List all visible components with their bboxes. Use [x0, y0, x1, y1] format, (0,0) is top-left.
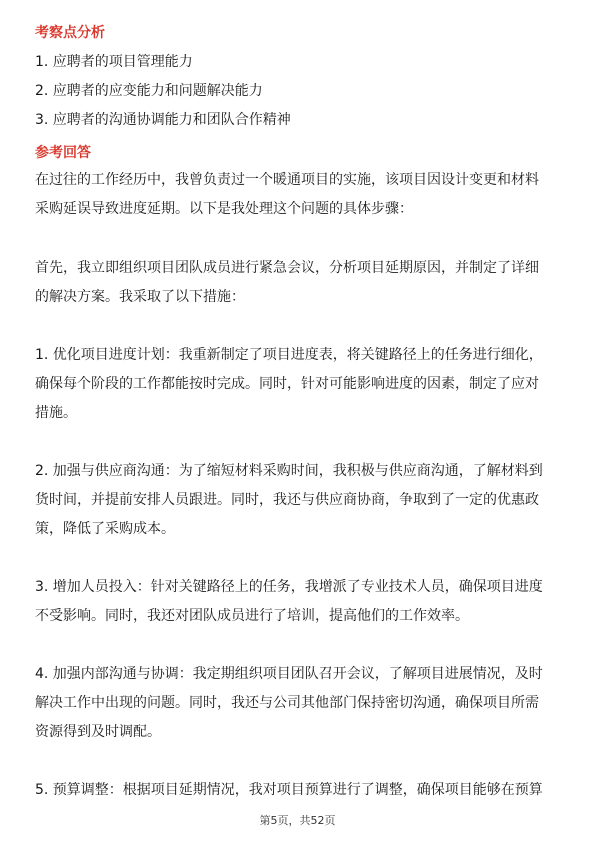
- analysis-heading: 考察点分析: [35, 25, 105, 41]
- analysis-item: 1. 应聘者的项目管理能力: [35, 54, 193, 70]
- answer-line: 策，降低了采购成本。: [35, 521, 175, 537]
- analysis-item: 3. 应聘者的沟通协调能力和团队合作精神: [35, 112, 291, 128]
- answer-line: 解决工作中出现的问题。同时，我还与公司其他部门保持密切沟通，确保项目所需: [35, 695, 539, 711]
- answer-line: 在过往的工作经历中，我曾负责过一个暖通项目的实施，该项目因设计变更和材料: [35, 172, 539, 188]
- answer-line: 首先，我立即组织项目团队成员进行紧急会议，分析项目延期原因，并制定了详细: [35, 260, 539, 276]
- reference-answer-heading: 参考回答: [35, 145, 91, 161]
- answer-line: 5. 预算调整：根据项目延期情况，我对项目预算进行了调整，确保项目能够在预算: [35, 782, 543, 798]
- analysis-item: 2. 应聘者的应变能力和问题解决能力: [35, 83, 263, 99]
- answer-line: 采购延误导致进度延期。以下是我处理这个问题的具体步骤：: [35, 201, 413, 217]
- page-number: 第5页，共52页: [259, 814, 336, 827]
- answer-line: 不受影响。同时，我还对团队成员进行了培训，提高他们的工作效率。: [35, 608, 469, 624]
- answer-line: 措施。: [35, 405, 77, 421]
- answer-line: 1. 优化项目进度计划：我重新制定了项目进度表，将关键路径上的任务进行细化，: [35, 347, 543, 363]
- answer-line: 4. 加强内部沟通与协调：我定期组织项目团队召开会议，了解项目进展情况，及时: [35, 666, 543, 682]
- answer-line: 确保每个阶段的工作都能按时完成。同时，针对可能影响进度的因素，制定了应对: [35, 376, 539, 392]
- answer-line: 资源得到及时调配。: [35, 724, 161, 740]
- answer-line: 3. 增加人员投入：针对关键路径上的任务，我增派了专业技术人员，确保项目进度: [35, 579, 543, 595]
- answer-line: 货时间，并提前安排人员跟进。同时，我还与供应商协商，争取到了一定的优惠政: [35, 492, 539, 508]
- answer-line: 的解决方案。我采取了以下措施：: [35, 289, 245, 305]
- answer-line: 2. 加强与供应商沟通：为了缩短材料采购时间，我积极与供应商沟通，了解材料到: [35, 463, 543, 479]
